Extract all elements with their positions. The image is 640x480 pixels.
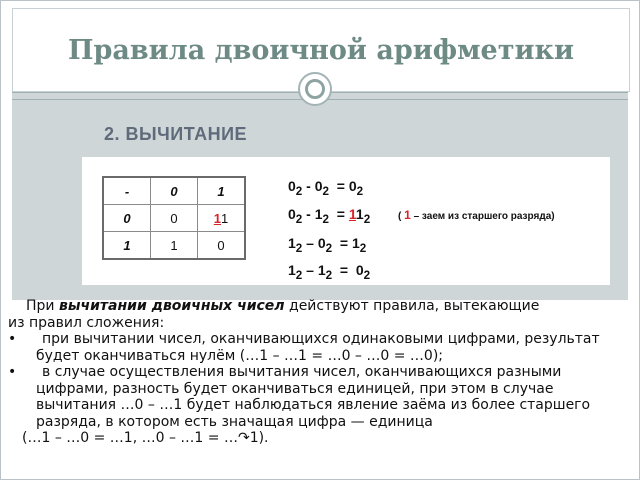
borrow-digit: 1 [213,210,221,226]
ring-ornament-icon [298,72,332,106]
table-cell: 0 [103,205,151,232]
table-cell: 1 [151,232,198,260]
borrow-note: ( 1 – заем из старшего разряда) [398,208,555,222]
equation-1: $0_2 - 0_2 = 0_2$ [288,178,364,198]
closing-line: (…1 – …0 = …1, …0 – …1 = …↷1). [22,430,269,446]
slide-title: Правила двоичной арифметики [68,35,574,66]
subtraction-table [102,176,246,260]
table-cell: 0 [151,205,198,232]
table-cell: 0 [198,232,246,260]
bullet-2: • в случае осуществления вычитания чисел, оканчивающихся разными цифрами, разность будет оканчиваться единицей, при этом в случае вычитания …0 – …1 будет наблюдаться явление заёма из более старшего разряда, в котором есть значащая цифра — единица [22,364,630,430]
table-cell: - [103,177,151,205]
equation-4: $1_2 - 1_2 = 0_2$ [288,262,371,282]
equation-3: $1_2 - 0_2 = 1_2$ [288,235,367,255]
table-cell: 1 [103,232,151,260]
result-digit: 1 [221,210,229,226]
rules-paragraph: При вычитании двоичных чисел действуют правила, вытекающие из правил сложения: • при вычитании чисел, оканчивающихся одинаковыми цифрами, результат будет оканчиваться нулём (…1 – …1 = …0 – …0 = …0); • в случае осуществления вычитания чисел, оканчивающихся разными цифрами, разность будет оканчиваться единицей, при этом в случае вычитания …0 – …1 будет наблюдаться явление заёма из более старшего разряда, в котором есть значащая цифра — единица (…1 – …0 = …1, …0 – …1 = …↷1). [20,298,630,447]
section-heading: 2. ВЫЧИТАНИЕ [104,124,248,144]
table-cell [198,205,246,232]
table-cell: 0 [151,177,198,205]
table-cell: 1 [198,177,246,205]
intro-line: из правил сложения: [8,314,165,331]
bullet-1: • при вычитании чисел, оканчивающихся одинаковыми цифрами, результат будет оканчиваться нулём (…1 – …1 = …0 – …0 = …0); [22,331,630,364]
equation-2: $0_2 - 1_2 = 11_2$ [288,206,371,226]
